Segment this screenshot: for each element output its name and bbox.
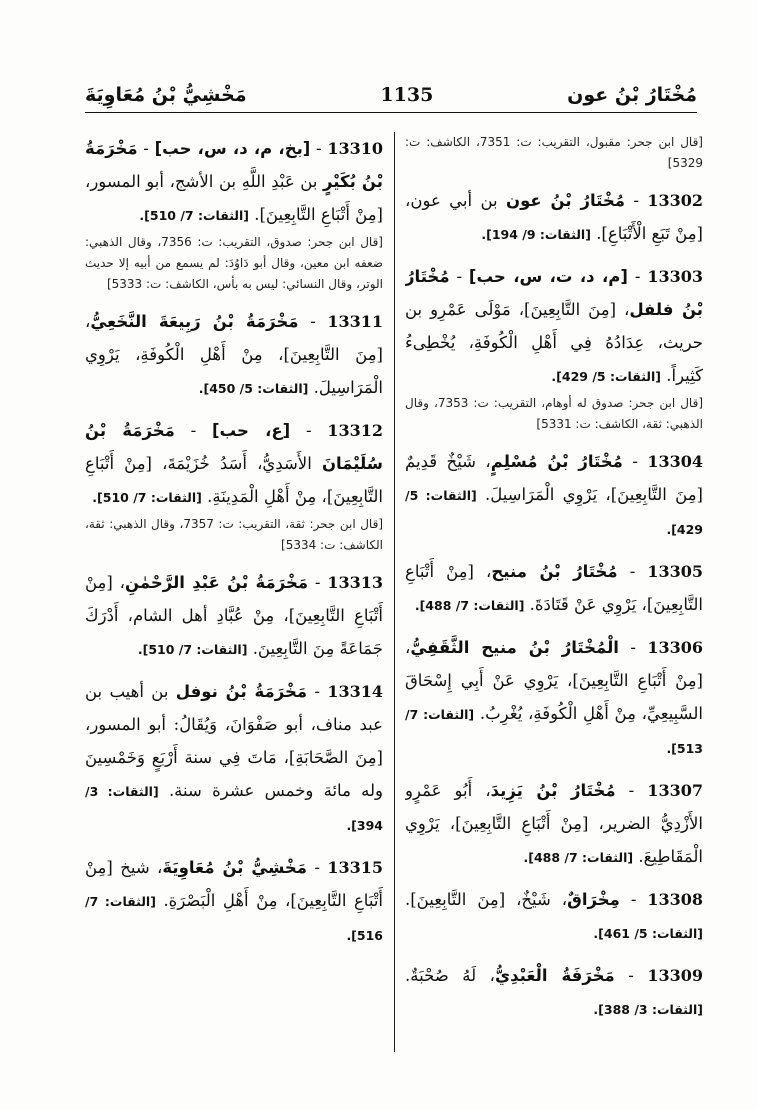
column-divider (394, 132, 395, 1052)
entry-13303: 13303 - [م، د، ت، س، حب] - مُخْتَارُ بْنُ فلفل، [مِنَ التَّابِعِينَ]، مَوْلَى عَمْرِو بن حريث، عِدَادُهُ فِي أَهْلِ الْكُوفَةِ، يُخْطِىءُ كَثِيراً. [الثقات: 5/ 429]. [قال ابن جحر: صدوق له أوهام، التقريب: ت: 7353، وقال الذهبي: ثقة، الكاشف: ت: 5331] (405, 260, 703, 435)
entry-name: مِخْرَاقٌ (567, 890, 620, 909)
entry-body: ، [مِنْ أَتْبَاعِ التَّابِعِينَ]، يَرْوِي عَنْ أَبِي إِسْحَاقَ السَّبِيعِيِّ، مِنْ أَهْلِ الْكُوفَةِ، يُغْرِبُ. (405, 638, 703, 723)
entry-number: 13304 (647, 452, 703, 471)
entry-number: 13303 (647, 267, 703, 286)
entry-source: [الثقات: 7/ 488]. (523, 850, 634, 865)
entry-name: مَخْشِيُّ بْنُ مُعَاوِيَةَ (162, 858, 307, 877)
entry-number: 13311 (327, 312, 383, 331)
entry-source: [الثقات: 7/ 516]. (85, 894, 383, 943)
entry-13312: 13312 - [ع، حب] - مَخْرَمَةُ بْنُ سُلَيْمَانَ الأَسَدِيُّ، أَسَدُ خُزَيْمَةَ، [مِنْ أَتْبَاعِ التَّابِعِينَ]، مِنْ أَهْلِ الْمَدِينَةِ. [الثقات: 7/ 510]. [قال ابن جحر: ثقة، التقريب: ت: 7357، وقال الذهبي: ثقة، الكاشف: ت: 5334] (85, 414, 383, 556)
entry-body: بن أهيب بن عبد مناف، أبو صَفْوَانَ، وَيُقَالُ: أبو المسور، [مِنَ الصَّحَابَةِ]، مَاتَ فِي سنة أَرْبَعٍ وَخَمْسِينَ وله مائة وخمس عشرة سنة. (85, 682, 383, 800)
entry-name: الْمُخْتَارُ بْنُ منيح الثَّقَفِيُّ (410, 638, 619, 657)
entry-number: 13312 (327, 421, 383, 440)
entry-number: 13314 (327, 682, 383, 701)
entry-13311: 13311 - مَخْرَمَةُ بْنُ رَبِيعَةَ النَّخَعِيُّ، [مِنَ التَّابِعِينَ]، مِنْ أَهْلِ الْكُوفَةِ، يَرْوِي الْمَرَاسِيلَ. [الثقات: 5/ 450]. (85, 312, 383, 397)
entry-name: مَخْرَمَةُ بْنُ عَبْدِ الرَّحْمٰنِ (125, 573, 309, 592)
entry-note: [قال ابن جحر: مقبول، التقريب: ت: 7351، الكاشف: ت: 5329] (405, 135, 703, 170)
entry-source: [الثقات: 7/ 513]. (405, 707, 703, 756)
entry-13308: 13308 - مِخْرَاقٌ، شَيْخٌ، [مِنَ التَّابِعِينَ]. [الثقات: 5/ 461]. (405, 890, 703, 941)
entry-13314: 13314 - مَخْرَمَةُ بْنُ نوفل بن أهيب بن عبد مناف، أبو صَفْوَانَ، وَيُقَالُ: أبو المسور، [مِنَ الصَّحَابَةِ]، مَاتَ فِي سنة أَرْبَعٍ وَخَمْسِينَ وله مائة وخمس عشرة سنة. [الثقات: 3/ 394]. (85, 682, 383, 833)
entry-name: مَخْرَمَةُ بْنُ رَبِيعَةَ النَّخَعِيُّ (90, 312, 299, 331)
entry-13302: 13302 - مُخْتَارُ بْنُ عون بن أبي عون، [مِنْ تَبَعِ الْأَتْبَاعِ]. [الثقات: 9/ 194]. (405, 191, 703, 243)
entry-note: [قال ابن جحر: ثقة، التقريب: ت: 7357، وقال الذهبي: ثقة، الكاشف: ت: 5334] (85, 517, 383, 552)
entry-name: مَخْرَفَةُ الْعَبْدِيُّ (494, 966, 615, 985)
entry-source: [الثقات: 3/ 388]. (593, 1002, 703, 1017)
entry-13304: 13304 - مُخْتَارُ بْنُ مُسْلِمٍ، شَيْخٌ قَدِيمٌ [مِنَ التَّابِعِينَ]، يَرْوِي الْمَرَاسِيلَ. [الثقات: 5/ 429]. (405, 452, 703, 537)
left-column (85, 132, 383, 1062)
entry-name: مُخْتَارُ بْنُ فلفل (405, 267, 703, 319)
entry-number: 13305 (647, 562, 703, 581)
entry-source: [الثقات: 7/ 510]. (92, 490, 202, 505)
entry-body: ، شَيْخٌ قَدِيمٌ [مِنَ التَّابِعِينَ]، يَرْوِي الْمَرَاسِيلَ. (405, 452, 703, 504)
entry-number: 13313 (327, 573, 383, 592)
entry-name: مَخْرَمَةُ بْنُ سُلَيْمَانَ (85, 421, 383, 473)
entry-13310: 13310 - [بخ، م، د، س، حب] - مَخْرَمَةُ بْنُ بُكَيْرٍ بن عَبْدِ اللَّهِ بن الأشج، أبو المسور، [مِنْ أَتْبَاعِ التَّابِعِينَ]. [الثقات: 7/ 510]. [قال ابن جحر: صدوق، التقريب: ت: 7356، وقال الذهبي: ضعفه ابن معين، وقال أبو دَاوُدَ: لم يسمع من أبيه إلا حديث الوتر، وقال النسائي: ليس به بأس، الكاشف: ت: 5333] (85, 132, 383, 295)
entry-codes: [م، د، ت، س، حب] (468, 267, 628, 286)
entry-number: 13306 (647, 638, 703, 657)
entry-body: بن عَبْدِ اللَّهِ بن الأشج، أبو المسور، [مِنْ أَتْبَاعِ التَّابِعِينَ]. (85, 172, 383, 224)
entry-13313: 13313 - مَخْرَمَةُ بْنُ عَبْدِ الرَّحْمٰنِ، [مِنْ أَتْبَاعِ التَّابِعِينَ]، مِنْ عُبَّادِ أهل الشام، أَدْرَكَ جَمَاعَةً مِنَ التَّابِعِينَ. [الثقات: 7/ 510]. (85, 573, 383, 658)
entry-number: 13309 (647, 966, 703, 985)
entry-source: [الثقات: 3/ 394]. (85, 784, 383, 833)
entry-name: مَخْرَمَةُ بْنُ بُكَيْرٍ (85, 139, 383, 191)
entry-13306: 13306 - الْمُخْتَارُ بْنُ منيح الثَّقَفِيُّ، [مِنْ أَتْبَاعِ التَّابِعِينَ]، يَرْوِي عَنْ أَبِي إِسْحَاقَ السَّبِيعِيِّ، مِنْ أَهْلِ الْكُوفَةِ، يُغْرِبُ. [الثقات: 7/ 513]. (405, 638, 703, 756)
entry-source: [الثقات: 5/ 450]. (198, 381, 309, 396)
entry-codes: [بخ، م، د، س، حب] (154, 139, 311, 158)
entry-name: مُخْتَارُ بْنُ عون (506, 191, 626, 210)
entry-body: ، شيخ [مِنْ أَتْبَاعِ التَّابِعِينَ]، مِنْ أَهْلِ الْبَصْرَةِ. (85, 858, 383, 910)
entry-number: 13302 (647, 191, 703, 210)
entry-source: [الثقات: 7/ 510]. (139, 208, 249, 223)
entry-13305: 13305 - مُخْتَارُ بْنُ منيح، [مِنْ أَتْبَاعِ التَّابِعِينَ]، يَرْوِي عَنْ قَتَادَةَ. [الثقات: 7/ 488]. (405, 562, 703, 614)
entry-number: 13307 (647, 781, 703, 800)
entry-body: ، [مِنَ التَّابِعِينَ]، مِنْ أَهْلِ الْكُوفَةِ، يَرْوِي الْمَرَاسِيلَ. (85, 312, 383, 397)
entry-body: ، شَيْخٌ، [مِنَ التَّابِعِينَ]. (405, 890, 568, 909)
entry-source: [الثقات: 5/ 429]. (551, 369, 661, 384)
entry-number: 13308 (647, 890, 703, 909)
header-right-title: مُخْتَارُ بْنُ عون (567, 84, 697, 106)
running-header (85, 78, 697, 112)
entry-13307: 13307 - مُخْتَارُ بْنُ يَزِيدَ، أَبُو عَمْرٍو الأَزْدِيُّ الضرير، [مِنْ أَتْبَاعِ التَّابِعِينَ]، يَرْوِي الْمَقَاطِيعَ. [الثقات: 7/ 488]. (405, 781, 703, 866)
entry-body: ، [مِنْ أَتْبَاعِ التَّابِعِينَ]، يَرْوِي عَنْ قَتَادَةَ. (405, 562, 703, 614)
entry-body: الأَسَدِيُّ، أَسَدُ خُزَيْمَةَ، [مِنْ أَتْبَاعِ التَّابِعِينَ]، مِنْ أَهْلِ الْمَدِينَةِ. (85, 454, 383, 506)
header-left-title: مَخْشِيُّ بْنُ مُعَاوِيَةَ (85, 84, 247, 106)
entry-body: ، [مِنَ التَّابِعِينَ]، مَوْلَى عَمْرِو بن حريث، عِدَادُهُ فِي أَهْلِ الْكُوفَةِ، يُخْطِىءُ كَثِيراً. (405, 300, 703, 385)
entry-codes: [ع، حب] (211, 421, 291, 440)
entry-13315: 13315 - مَخْشِيُّ بْنُ مُعَاوِيَةَ، شيخ [مِنْ أَتْبَاعِ التَّابِعِينَ]، مِنْ أَهْلِ الْبَصْرَةِ. [الثقات: 7/ 516]. (85, 858, 383, 943)
entry-note: [قال ابن جحر: صدوق، التقريب: ت: 7356، وقال الذهبي: ضعفه ابن معين، وقال أبو دَاوُدَ: لم يسمع من أبيه إلا حديث الوتر، وقال النسائي: ليس به بأس، الكاشف: ت: 5333] (85, 235, 383, 291)
entry-source: [الثقات: 5/ 461]. (593, 926, 703, 941)
entry-number: 13315 (327, 858, 383, 877)
entry-name: مُخْتَارُ بْنُ يَزِيدَ (490, 781, 616, 800)
entry-name: مَخْرَمَةُ بْنُ نوفل (175, 682, 308, 701)
entry-source: [الثقات: 9/ 194]. (481, 227, 591, 242)
entry-body: ، أَبُو عَمْرٍو الأَزْدِيُّ الضرير، [مِنْ أَتْبَاعِ التَّابِعِينَ]، يَرْوِي الْمَقَاطِيعَ. (405, 781, 703, 866)
entry-name: مُخْتَارُ بْنُ منيح (491, 562, 618, 581)
entry-source: [الثقات: 7/ 510]. (137, 642, 248, 657)
entry-body: ، لَهُ صُحْبَةٌ. (405, 966, 495, 985)
entry-body: ، [مِنْ أَتْبَاعِ التَّابِعِينَ]، مِنْ عُبَّادِ أهل الشام، أَدْرَكَ جَمَاعَةً مِنَ التَّابِعِينَ. (85, 573, 383, 658)
entry-13309: 13309 - مَخْرَفَةُ الْعَبْدِيُّ، لَهُ صُحْبَةٌ. [الثقات: 3/ 388]. (405, 966, 703, 1017)
entry-note: [قال ابن جحر: صدوق له أوهام، التقريب: ت: 7353، وقال الذهبي: ثقة، الكاشف: ت: 5331] (405, 396, 703, 431)
page-number: 1135 (380, 84, 434, 106)
right-column (405, 132, 703, 1062)
entry-source: [الثقات: 7/ 488]. (414, 598, 525, 613)
entry-body: بن أبي عون، [مِنْ تَبَعِ الْأَتْبَاعِ]. (405, 191, 703, 243)
entry-source: [الثقات: 5/ 429]. (405, 488, 703, 537)
header-rule (85, 112, 697, 113)
entry-name: مُخْتَارُ بْنُ مُسْلِمٍ (490, 452, 623, 471)
entry-number: 13310 (327, 139, 383, 158)
